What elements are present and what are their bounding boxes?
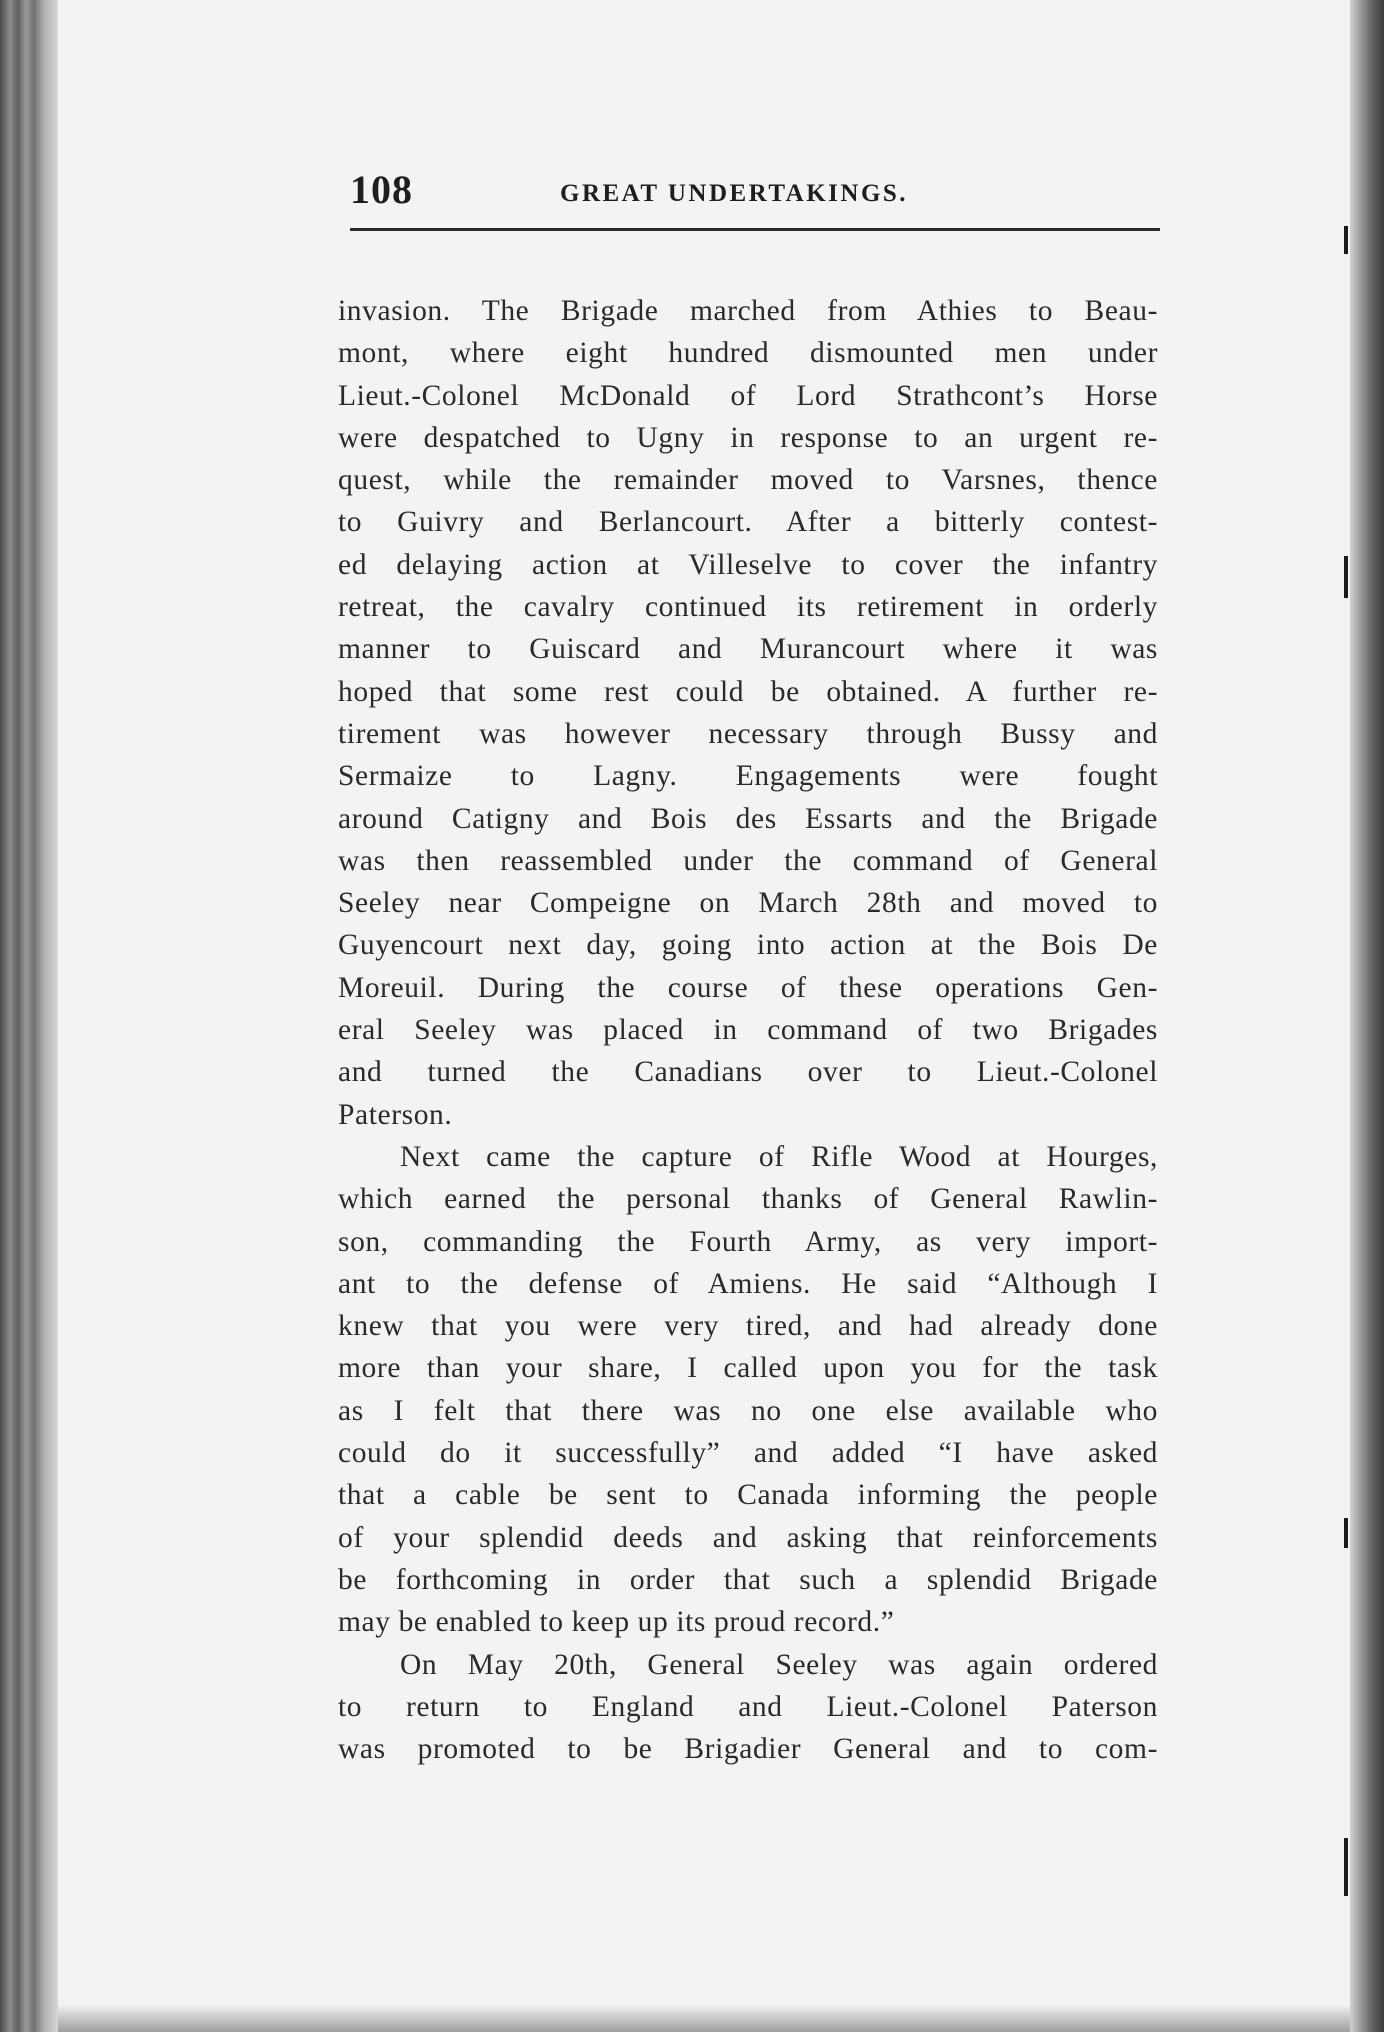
text-line: quest, while the remainder moved to Varsnes, thence: [338, 464, 1158, 497]
paragraph: [338, 1136, 1158, 1644]
text-line: be forthcoming in order that such a splendid Brigade: [338, 1563, 1158, 1596]
text-line: and turned the Canadians over to Lieut.-Colonel: [338, 1056, 1158, 1089]
text-line: Next came the capture of Rifle Wood at Hourges,: [400, 1140, 1158, 1173]
paragraph: [338, 290, 1158, 1136]
text-line: as I felt that there was no one else available who: [338, 1394, 1158, 1427]
running-title: GREAT UNDERTAKINGS.: [560, 180, 909, 207]
text-line: On May 20th, General Seeley was again ordered: [400, 1648, 1158, 1681]
text-line: Paterson.: [338, 1098, 453, 1131]
binding-mark: [1344, 556, 1348, 598]
text-line: were despatched to Ugny in response to an urgent re-: [338, 421, 1158, 454]
text-line: Guyencourt next day, going into action at the Bois De: [338, 929, 1158, 962]
body-text: [338, 290, 1158, 1770]
text-line: which earned the personal thanks of General Rawlin-: [338, 1183, 1158, 1216]
book-edge-left: [0, 0, 58, 2032]
text-line: could do it successfully” and added “I have asked: [338, 1437, 1158, 1470]
text-line: ant to the defense of Amiens. He said “Although I: [338, 1267, 1158, 1300]
text-line: knew that you were very tired, and had already done: [338, 1310, 1158, 1343]
text-line: hoped that some rest could be obtained. A further re-: [338, 675, 1158, 708]
text-line: may be enabled to keep up its proud record.”: [338, 1606, 895, 1639]
text-line: to Guivry and Berlancourt. After a bitterly contest-: [338, 506, 1158, 539]
running-header: [350, 166, 1160, 231]
text-line: manner to Guiscard and Murancourt where it was: [338, 633, 1158, 666]
text-line: retreat, the cavalry continued its retirement in orderly: [338, 591, 1158, 624]
book-edge-right: [1350, 0, 1384, 2032]
page-number: 108: [350, 167, 413, 212]
text-line: to return to England and Lieut.-Colonel Paterson: [338, 1690, 1158, 1723]
text-line: Sermaize to Lagny. Engagements were fought: [338, 760, 1158, 793]
text-line: Seeley near Compeigne on March 28th and moved to: [338, 887, 1158, 920]
text-line: Moreuil. During the course of these operations Gen-: [338, 971, 1158, 1004]
text-line: Lieut.-Colonel McDonald of Lord Strathcont’s Horse: [338, 379, 1158, 412]
text-line: eral Seeley was placed in command of two Brigades: [338, 1014, 1158, 1047]
text-line: that a cable be sent to Canada informing the people: [338, 1479, 1158, 1512]
text-line: ed delaying action at Villeselve to cover the infantry: [338, 548, 1158, 581]
text-line: was then reassembled under the command of General: [338, 844, 1158, 877]
text-line: son, commanding the Fourth Army, as very import-: [338, 1225, 1158, 1258]
text-line: of your splendid deeds and asking that reinforcements: [338, 1521, 1158, 1554]
text-line: around Catigny and Bois des Essarts and the Brigade: [338, 802, 1158, 835]
text-line: invasion. The Brigade marched from Athies to Beau-: [338, 295, 1158, 327]
page-bottom-shadow: [58, 2004, 1350, 2032]
binding-mark: [1344, 226, 1348, 254]
paragraph: [338, 1644, 1158, 1771]
text-line: tirement was however necessary through Bussy and: [338, 717, 1158, 750]
binding-mark: [1344, 1518, 1348, 1548]
text-line: was promoted to be Brigadier General and to com-: [338, 1733, 1158, 1766]
binding-mark: [1344, 1838, 1348, 1896]
text-line: mont, where eight hundred dismounted men under: [338, 337, 1158, 370]
text-line: more than your share, I called upon you for the task: [338, 1352, 1158, 1385]
